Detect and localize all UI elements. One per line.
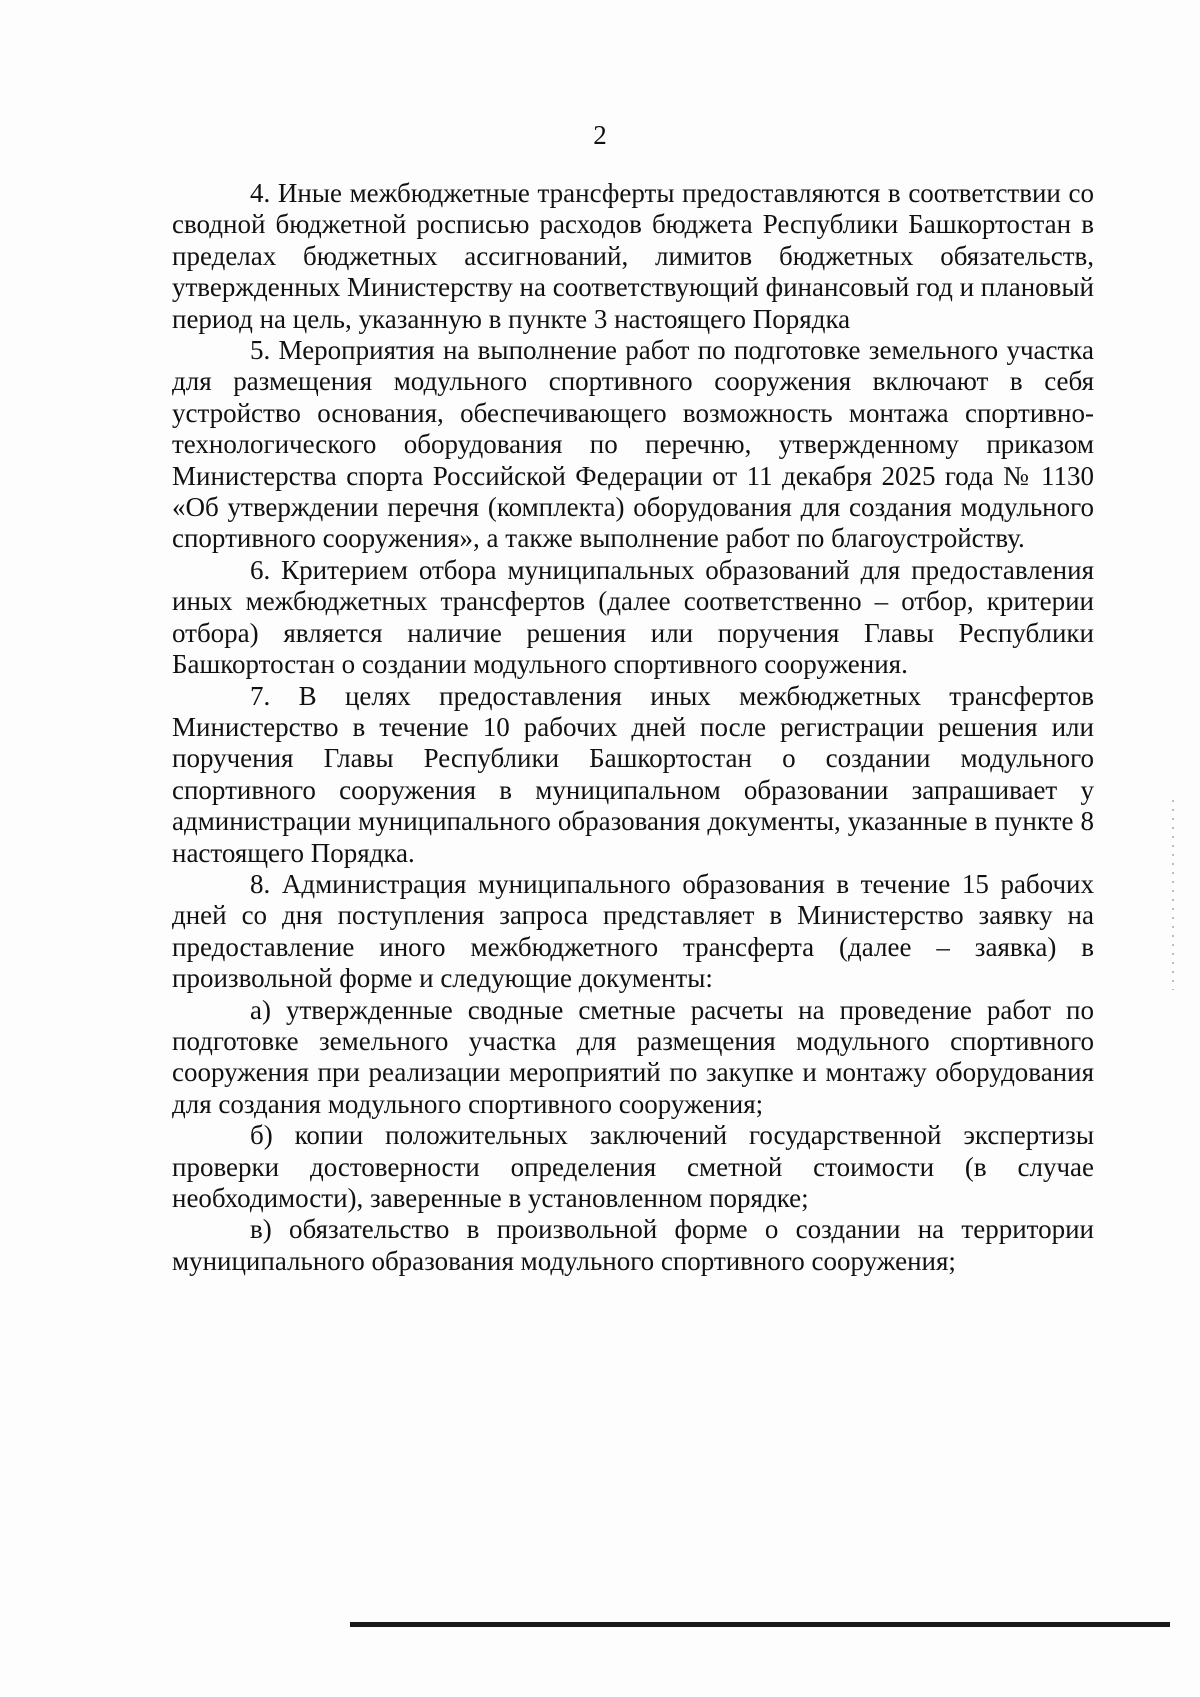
- paragraph-4: 4. Иные межбюджетные трансферты предоставляются в соответствии со сводной бюджетной росписью расходов бюджета Республики Башкортостан в пределах бюджетных ассигнований, лимитов бюджетных обязательств, утвержденных Министерству на соответствующий финансовый год и плановый период на цель, указанную в пункте 3 настоящего Порядка: [172, 178, 1094, 334]
- scan-margin-artifact: [1172, 800, 1174, 990]
- paragraph-6: 6. Критерием отбора муниципальных образований для предоставления иных межбюджетных трансфертов (далее соответственно – отбор, критерии отбора) является наличие решения или поручения Главы Республики Башкортостан о создании модульного спортивного сооружения.: [172, 554, 1094, 680]
- page-number: 2: [593, 120, 607, 150]
- subparagraph-b: б) копии положительных заключений государственной экспертизы проверки достоверности определения сметной стоимости (в случае необходимости), заверенные в установленном порядке;: [172, 1120, 1094, 1213]
- paragraph-7: 7. В целях предоставления иных межбюджетных трансфертов Министерство в течение 10 рабочих дней после регистрации решения или поручения Главы Республики Башкортостан о создании модульного спортивного сооружения в муниципальном образовании запрашивает у администрации муниципального образования документы, указанные в пункте 8 настоящего Порядка.: [172, 680, 1094, 868]
- bottom-scan-edge: [350, 1622, 1170, 1627]
- paragraph-8: 8. Администрация муниципального образования в течение 15 рабочих дней со дня поступления запроса представляет в Министерство заявку на предоставление иного межбюджетного трансферта (далее – заявка) в произвольной форме и следующие документы:: [172, 868, 1094, 994]
- subparagraph-v: в) обязательство в произвольной форме о создании на территории муниципального образования модульного спортивного сооружения;: [172, 1214, 1094, 1276]
- document-body: [172, 178, 1094, 1277]
- subparagraph-a: а) утвержденные сводные сметные расчеты на проведение работ по подготовке земельного участка для размещения модульного спортивного сооружения при реализации мероприятий по закупке и монтажу оборудования для создания модульного спортивного сооружения;: [172, 994, 1094, 1119]
- paragraph-5: 5. Мероприятия на выполнение работ по подготовке земельного участка для размещения модульного спортивного сооружения включают в себя устройство основания, обеспечивающего возможность монтажа спортивно-технологического оборудования по перечню, утвержденному приказом Министерства спорта Российской Федерации от 11 декабря 2025 года № 1130 «Об утверждении перечня (комплекта) оборудования для создания модульного спортивного сооружения», а также выполнение работ по благоустройству.: [172, 335, 1094, 554]
